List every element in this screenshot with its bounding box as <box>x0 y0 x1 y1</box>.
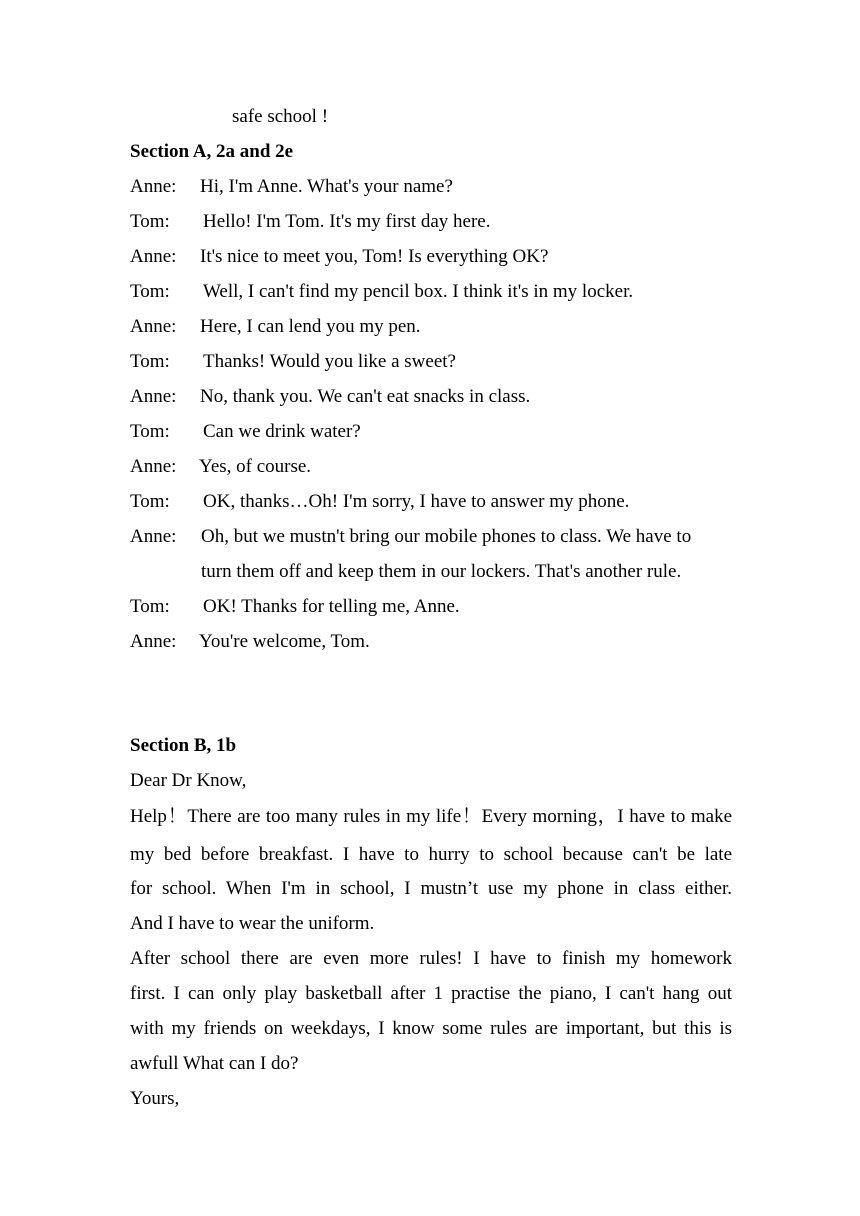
letter-closing: Yours, <box>130 1088 180 1109</box>
paragraph-line: Help！There are too many rules in my life！Every morning，I have to make <box>130 806 732 827</box>
utterance: It's nice to meet you, Tom! Is everything OK? <box>200 246 549 267</box>
paragraph-line: After school there are even more rules! I have to finish my homework <box>130 948 732 969</box>
speaker-label: Anne: <box>130 631 177 652</box>
utterance-continuation: turn them off and keep them in our lockers. That's another rule. <box>201 561 682 582</box>
speaker-label: Tom: <box>130 351 170 372</box>
speaker-label: Tom: <box>130 596 170 617</box>
utterance: Oh, but we mustn't bring our mobile phones to class. We have to <box>201 526 692 547</box>
speaker-label: Tom: <box>130 211 170 232</box>
paragraph-line: And I have to wear the uniform. <box>130 913 375 934</box>
paragraph-line: my bed before breakfast. I have to hurry to school because can't be late <box>130 844 732 865</box>
utterance: Thanks! Would you like a sweet? <box>203 351 456 372</box>
utterance: Yes, of course. <box>199 456 312 477</box>
speaker-label: Anne: <box>130 386 177 407</box>
speaker-label: Tom: <box>130 281 170 302</box>
paragraph-line: first. I can only play basketball after 1 practise the piano, I can't hang out <box>130 983 732 1004</box>
utterance: Here, I can lend you my pen. <box>200 316 421 337</box>
speaker-label: Tom: <box>130 491 170 512</box>
paragraph-line: with my friends on weekdays, I know some rules are important, but this is <box>130 1018 732 1039</box>
speaker-label: Anne: <box>130 246 177 267</box>
utterance: OK! Thanks for telling me, Anne. <box>203 596 460 617</box>
section-b-heading: Section B, 1b <box>130 735 237 756</box>
section-a-heading: Section A, 2a and 2e <box>130 141 294 162</box>
speaker-label: Tom: <box>130 421 170 442</box>
paragraph-line: for school. When I'm in school, I mustn’t use my phone in class either. <box>130 878 732 899</box>
utterance: Can we drink water? <box>203 421 361 442</box>
paragraph-line: awfull What can I do? <box>130 1053 299 1074</box>
letter-greeting: Dear Dr Know, <box>130 770 247 791</box>
speaker-label: Anne: <box>130 526 177 547</box>
utterance: OK, thanks…Oh! I'm sorry, I have to answer my phone. <box>203 491 630 512</box>
speaker-label: Anne: <box>130 456 177 477</box>
utterance: Hello! I'm Tom. It's my first day here. <box>203 211 491 232</box>
utterance: You're welcome, Tom. <box>199 631 370 652</box>
speaker-label: Anne: <box>130 316 177 337</box>
utterance: Well, I can't find my pencil box. I think it's in my locker. <box>203 281 634 302</box>
utterance: Hi, I'm Anne. What's your name? <box>200 176 453 197</box>
speaker-label: Anne: <box>130 176 177 197</box>
fragment-text: safe school ! <box>232 106 329 127</box>
utterance: No, thank you. We can't eat snacks in class. <box>200 386 531 407</box>
